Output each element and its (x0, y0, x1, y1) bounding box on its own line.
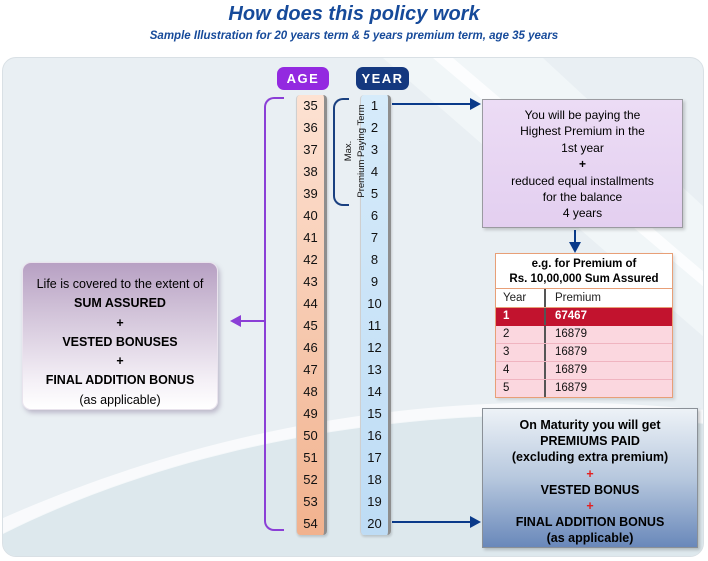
age-cell: 54 (303, 516, 318, 531)
text-line: + (586, 499, 594, 514)
premium-table-cell: 1 (496, 308, 546, 325)
premium-table-cell: 16879 (555, 364, 587, 376)
premium-table-year-header: Year (496, 289, 546, 307)
arrow-age-bracket-to-left-box-head-icon (230, 315, 241, 327)
text-line: (excluding extra premium) (511, 450, 669, 465)
age-column-header-badge: AGE (277, 67, 329, 90)
age-cell: 48 (303, 384, 318, 399)
premium-example-table (495, 253, 673, 398)
year-column-header-badge: YEAR (356, 67, 409, 90)
year-cell: 20 (367, 516, 382, 531)
highest-premium-info-box (482, 99, 683, 228)
year-cell: 13 (367, 362, 382, 377)
age-cell: 47 (303, 362, 318, 377)
year-cell: 5 (370, 186, 379, 201)
premium-table-column-headers (496, 289, 672, 308)
text-line: (as applicable) (79, 392, 161, 407)
year-cell: 18 (367, 472, 382, 487)
age-cell: 46 (303, 340, 318, 355)
age-cell: 40 (303, 208, 318, 223)
premium-table-row (496, 308, 672, 326)
year-cell: 15 (367, 406, 382, 421)
premium-table-row (496, 326, 672, 344)
premium-table-cell: 3 (496, 344, 546, 361)
age-cell: 37 (303, 142, 318, 157)
premium-table-title-line1: e.g. for Premium of (531, 258, 637, 270)
age-cell: 42 (303, 252, 318, 267)
arrow-year20-to-maturity-box-head-icon (470, 516, 481, 528)
age-cell: 50 (303, 428, 318, 443)
premium-table-cell: 67467 (555, 310, 587, 322)
age-cell: 43 (303, 274, 318, 289)
year-cell: 9 (370, 274, 379, 289)
year-cell: 19 (367, 494, 382, 509)
text-line: + (578, 157, 586, 172)
age-cell: 49 (303, 406, 318, 421)
premium-table-cell: 16879 (555, 328, 587, 340)
age-cell: 36 (303, 120, 318, 135)
arrow-premium-box-to-table-head-icon (569, 242, 581, 253)
year-cell: 6 (370, 208, 379, 223)
premium-table-cell: 5 (496, 380, 546, 397)
page-subtitle: Sample Illustration for 20 years term & 5 years premium term, age 35 years (149, 30, 559, 42)
year-cell: 17 (367, 450, 382, 465)
age-cell: 45 (303, 318, 318, 333)
text-line: FINAL ADDITION BONUS (45, 373, 195, 388)
maturity-benefit-info-box (482, 408, 698, 548)
text-line: On Maturity you will get (519, 418, 661, 432)
age-cell: 51 (303, 450, 318, 465)
arrow-age-bracket-to-left-box-line (240, 320, 266, 322)
year-cell: 14 (367, 384, 382, 399)
text-line: VESTED BONUSES (62, 334, 178, 349)
premium-table-title (496, 254, 672, 289)
age-range-bracket (264, 97, 284, 531)
text-line: SUM ASSURED (74, 296, 166, 311)
age-cell: 52 (303, 472, 318, 487)
text-line: 4 years (562, 206, 603, 221)
age-cell: 39 (303, 186, 318, 201)
premium-table-title-line2: Rs. 10,00,000 Sum Assured (509, 272, 659, 285)
text-line: Highest Premium in the (520, 124, 645, 139)
arrow-year1-to-premium-box-head-icon (470, 98, 481, 110)
text-line: + (116, 315, 124, 330)
year-cell: 2 (370, 120, 379, 135)
text-line: reduced equal installments (511, 173, 654, 188)
arrow-year1-to-premium-box-line (392, 103, 471, 105)
text-line: Life is covered to the extent of (36, 277, 204, 291)
page-title: How does this policy work (228, 3, 480, 25)
age-cell: 44 (303, 296, 318, 311)
age-cell: 35 (303, 98, 318, 113)
text-line: + (586, 466, 594, 481)
premium-table-row (496, 344, 672, 362)
text-line: FINAL ADDITION BONUS (515, 515, 665, 530)
text-line: 1st year (561, 140, 604, 155)
age-cell: 41 (303, 230, 318, 245)
premium-term-label-line1: Max. (343, 140, 354, 162)
year-cell: 11 (367, 318, 382, 333)
premium-table-cell: 16879 (555, 382, 587, 394)
arrow-year20-to-maturity-box-line (392, 521, 471, 523)
life-cover-info-box (22, 262, 218, 410)
year-cell: 8 (370, 252, 379, 267)
age-cell: 38 (303, 164, 318, 179)
text-line: VESTED BONUS (540, 482, 640, 497)
premium-table-body (496, 308, 672, 397)
year-cell: 4 (370, 164, 379, 179)
premium-table-row (496, 380, 672, 397)
year-cell: 7 (370, 230, 379, 245)
premium-paying-term-label (342, 92, 368, 210)
year-cell: 10 (367, 296, 382, 311)
premium-table-row (496, 362, 672, 380)
year-cell: 1 (370, 98, 379, 113)
year-cell: 16 (367, 428, 382, 443)
premium-table-cell: 16879 (555, 346, 587, 358)
age-cell: 53 (303, 494, 318, 509)
text-line: (as applicable) (546, 531, 634, 546)
text-line: for the balance (542, 190, 623, 205)
text-line: PREMIUMS PAID (540, 434, 640, 449)
premium-table-premium-header: Premium (555, 292, 602, 304)
year-cell: 12 (367, 340, 382, 355)
premium-table-cell: 4 (496, 362, 546, 379)
premium-table-cell: 2 (496, 326, 546, 343)
age-column (296, 95, 327, 535)
text-line: + (116, 354, 124, 369)
text-line: You will be paying the (524, 108, 641, 122)
premium-term-label-line2: Premium Paying Term (356, 104, 367, 198)
year-cell: 3 (370, 142, 379, 157)
